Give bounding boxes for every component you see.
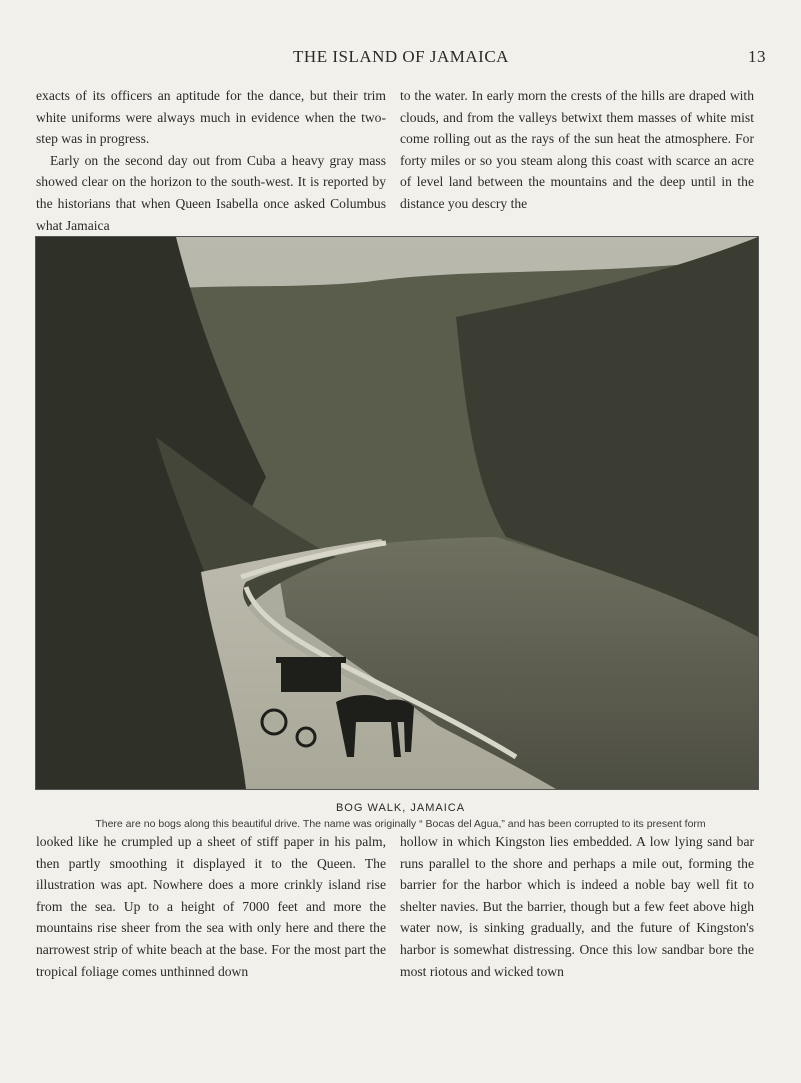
page-number: 13 — [748, 47, 766, 66]
photograph-bog-walk — [35, 236, 759, 790]
running-head — [36, 47, 766, 69]
running-head-title: THE ISLAND OF JAMAICA — [293, 47, 509, 66]
paragraph: Early on the second day out from Cuba a heavy gray mass showed clear on the horizon to the south-west. It is reported by the historians that when Queen Isabella once asked Columbus what Jamaica — [36, 152, 386, 233]
column-top-right — [400, 85, 754, 215]
figure-caption: There are no bogs along this beautiful drive. The name was originally “ Bocas del Agua,” and has been corrupted to its present form — [95, 818, 706, 830]
paragraph: to the water. In early morn the crests of the hills are draped with clouds, and from the valleys betwixt them masses of white mist come rolling out as the rays of the sun heat the atmosphere. For forty miles or so you steam along this coast with scarce an acre of level land between the mountains and the deep until in the distance you descry the — [400, 88, 754, 211]
paragraph: looked like he crumpled up a sheet of stiff paper in his palm, then partly smoothing it displayed it to the Queen. The illustration was apt. Nowhere does a more crinkly island rise from the sea. Up to a height of 7000 feet and more the mountains rise sheer from the sea with only here and there the narrowest strip of white beach at the base. For the most part the tropical foliage comes unthinned down — [36, 834, 386, 979]
column-top-left — [36, 85, 386, 236]
paragraph: exacts of its officers an aptitude for the dance, but their trim white uniforms were always much in evidence when the two-step was in progress. — [36, 88, 386, 147]
column-bottom-left — [36, 831, 386, 982]
paragraph: hollow in which Kingston lies embedded. A low lying sand bar runs parallel to the shore and perhaps a mile out, forming the barrier for the harbor which is indeed a noble bay well fit to shelter navies. But the barrier, though but a few feet above high water now, is sinking gradually, and the future of Kingston's harbor is somewhat distressing. Once this low sandbar bore the most riotous and wicked town — [400, 834, 754, 979]
figure-title: BOG WALK, JAMAICA — [335, 802, 466, 814]
column-bottom-right — [400, 831, 754, 982]
